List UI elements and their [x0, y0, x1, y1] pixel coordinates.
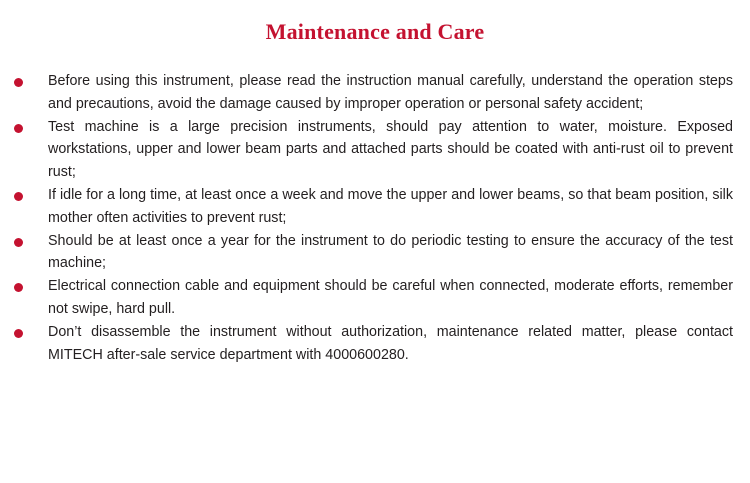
list-item — [0, 116, 750, 184]
bullet-icon — [14, 124, 23, 133]
list-item-text: Electrical connection cable and equipment should be careful when connected, moderate efforts, remember not swipe, hard pull. — [48, 278, 733, 317]
list-item-text: Don’t disassemble the instrument without authorization, maintenance related matter, please contact MITECH after-sale service department with 4000600280. — [48, 323, 733, 363]
page-title: Maintenance and Care — [265, 19, 485, 44]
list-item — [0, 230, 750, 276]
list-item-text: Test machine is a large precision instruments, should pay attention to water, moisture. Exposed workstations, upper and lower beam parts and attached parts should be coated with anti-rust oil to prevent rust; — [48, 118, 733, 181]
list-item — [0, 70, 750, 116]
list-item — [0, 275, 750, 321]
list-item — [0, 184, 750, 230]
list-item — [0, 321, 750, 367]
bullet-icon — [14, 192, 23, 201]
list-item-text: If idle for a long time, at least once a week and move the upper and lower beams, so that beam position, silk mother often activities to prevent rust; — [48, 186, 733, 226]
bullet-icon — [14, 283, 23, 292]
list-item-text: Before using this instrument, please read the instruction manual carefully, understand the operation steps and precautions, avoid the damage caused by improper operation or personal safety accident; — [48, 73, 733, 112]
maintenance-list — [0, 70, 750, 366]
list-item-text: Should be at least once a year for the instrument to do periodic testing to ensure the accuracy of the test machine; — [48, 232, 733, 272]
bullet-icon — [14, 78, 23, 87]
bullet-icon — [14, 329, 23, 338]
bullet-icon — [14, 238, 23, 247]
